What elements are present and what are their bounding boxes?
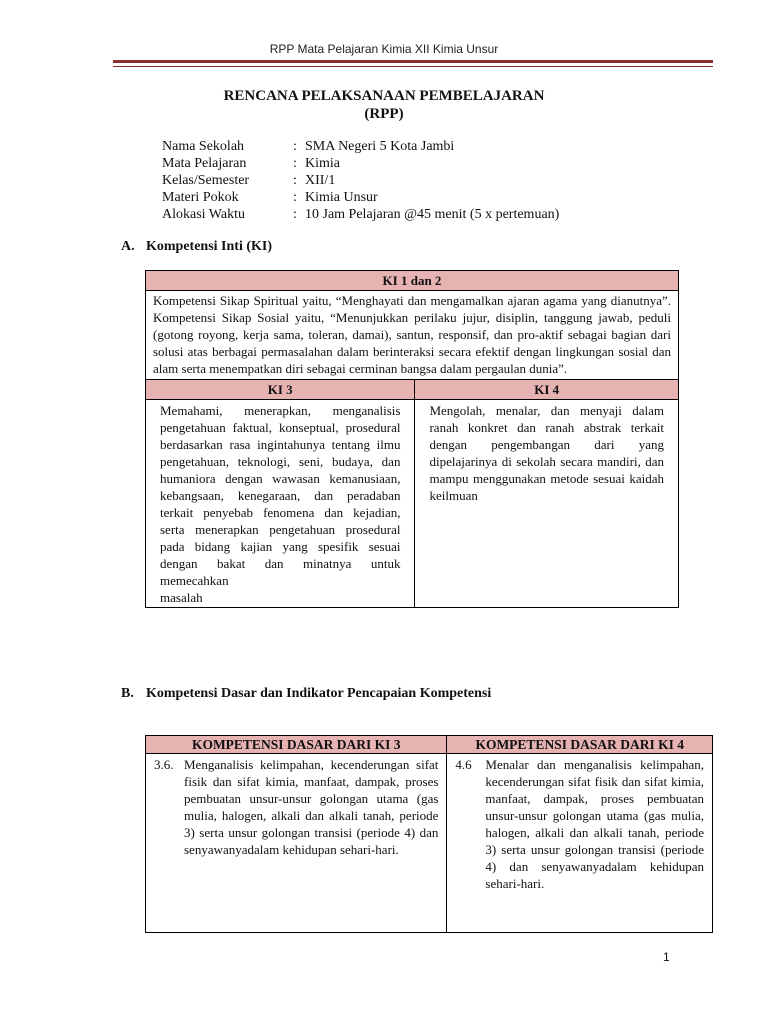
identity-label: Materi Pokok	[162, 190, 239, 205]
ki4-text: Mengolah, menalar, dan menyaji dalam ranah konkret dan ranah abstrak terkait dengan pengembangan dari yang dipelajarinya di sekolah secara mandiri, dan mampu menggunakan metode sesuai kaidah keilmuan	[415, 400, 679, 608]
identity-label: Mata Pelajaran	[162, 156, 247, 171]
identity-row-class	[162, 172, 559, 189]
identity-separator: :	[293, 156, 297, 171]
identity-value: Kimia Unsur	[305, 190, 378, 205]
kd3-item	[154, 756, 438, 858]
kd-table	[145, 735, 713, 933]
identity-row-time	[162, 206, 559, 223]
header-rule-thin	[113, 66, 713, 67]
kd3-cell	[146, 754, 447, 933]
kd4-item	[455, 756, 704, 892]
identity-separator: :	[293, 190, 297, 205]
ki3-text-last: masalah	[160, 590, 203, 605]
identity-separator: :	[293, 207, 297, 222]
ki-table	[145, 270, 679, 608]
identity-label: Nama Sekolah	[162, 139, 245, 154]
identity-label: Kelas/Semester	[162, 173, 250, 188]
section-letter: B.	[121, 686, 134, 701]
identity-value: Kimia	[305, 156, 340, 171]
identity-label: Alokasi Waktu	[162, 207, 245, 222]
identity-value: 10 Jam Pelajaran @45 menit (5 x pertemuan)	[305, 207, 560, 222]
ki12-text: Kompetensi Sikap Spiritual yaitu, “Menghayati dan mengamalkan ajaran agama yang dianutnya”. Kompetensi Sikap Sosial yaitu, “Menunjukkan perilaku jujur, disiplin, tanggung jawab, peduli (gotong royong, kerja sama, toleran, damai), santun, responsif, dan pro-aktif sebagai bagian dari solusi atas berbagai permasalahan dalam berinteraksi secara efektif dengan lingkungan sosial dan alam serta menempatkan diri sebagai cerminan bangsa dalam pergaulan dunia”.	[146, 291, 679, 380]
ki3-text: Memahami, menerapkan, menganalisis pengetahuan faktual, konseptual, prosedural berdasarkan rasa ingintahunya tentang ilmu pengetahuan, teknologi, seni, budaya, dan humaniora dengan wawasan kemanusiaan, kebangsaan, kenegaraan, dan peradaban terkait penyebab fenomena dan kejadian, serta menerapkan pengetahuan prosedural pada bidang kajian yang spesifik sesuai dengan bakat dan minatnya untuk memecahkan	[160, 403, 401, 588]
kd3-text: Menganalisis kelimpahan, kecenderungan sifat fisik dan sifat kimia, manfaat, dampak, proses pembuatan unsur-unsur golongan utama (gas mulia, halogen, alkali dan alkali tanah, periode 3) serta unsur golongan transisi (periode 4) dan senyawanyadalam kehidupan sehari-hari.	[184, 757, 439, 857]
section-b-heading	[121, 686, 491, 702]
kd4-number: 4.6	[455, 757, 472, 772]
title-line-1: RENCANA PELAKSANAAN PEMBELAJARAN	[223, 88, 545, 104]
identity-value: XII/1	[305, 173, 336, 188]
ki4-header: KI 4	[415, 380, 679, 400]
section-a-heading	[121, 239, 272, 255]
identity-block	[162, 138, 559, 223]
identity-row-school	[162, 138, 559, 155]
identity-separator: :	[293, 173, 297, 188]
running-header: RPP Mata Pelajaran Kimia XII Kimia Unsur	[269, 42, 499, 56]
identity-row-subject	[162, 155, 559, 172]
document-title	[0, 87, 768, 123]
identity-separator: :	[293, 139, 297, 154]
section-letter: A.	[121, 239, 135, 254]
kd4-header: KOMPETENSI DASAR DARI KI 4	[447, 736, 713, 754]
page-number: 1	[663, 950, 670, 964]
ki12-header: KI 1 dan 2	[146, 271, 679, 291]
kd3-number: 3.6.	[154, 757, 174, 772]
section-title: Kompetensi Dasar dan Indikator Pencapaian Kompetensi	[146, 686, 492, 701]
kd4-text: Menalar dan menganalisis kelimpahan, kecenderungan sifat fisik dan sifat kimia, manfaat, dampak, proses pembuatan unsur-unsur golongan utama (gas mulia, halogen, alkali dan alkali tanah, periode 3) serta unsur golongan transisi (periode 4) dan senyawanyadalam kehidupan sehari-hari.	[485, 757, 704, 891]
identity-value: SMA Negeri 5 Kota Jambi	[305, 139, 455, 154]
ki3-cell	[146, 400, 415, 608]
title-line-2: (RPP)	[364, 106, 404, 122]
section-title: Kompetensi Inti (KI)	[146, 239, 272, 254]
identity-row-topic	[162, 189, 559, 206]
ki3-header: KI 3	[146, 380, 415, 400]
kd4-cell	[447, 754, 713, 933]
header-rule	[113, 60, 713, 63]
kd3-header: KOMPETENSI DASAR DARI KI 3	[146, 736, 447, 754]
